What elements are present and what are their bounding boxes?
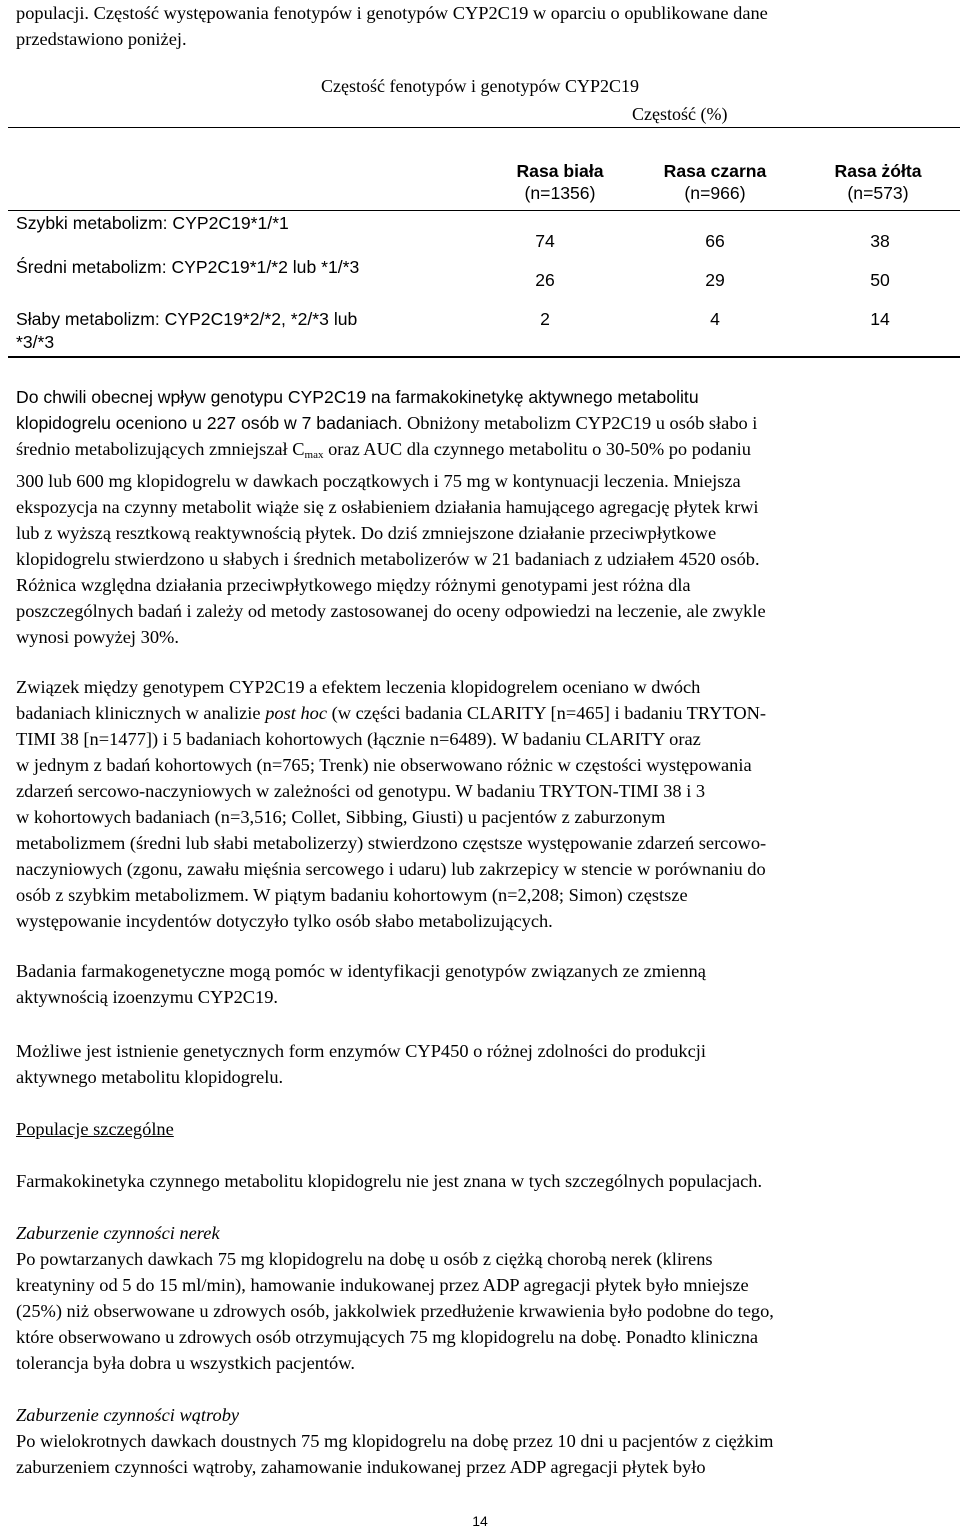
subsection-heading: Zaburzenie czynności nerek — [16, 1223, 220, 1243]
paragraph-line: Obniżony metabolizm CYP2C19 u osób słabo i — [402, 413, 758, 433]
section-heading-text: Populacje szczególne — [16, 1119, 174, 1139]
paragraph-line: ekspozycja na czynny metabolit wiąże się z osłabieniem działania hamującego agregację płytek krwi — [16, 497, 759, 517]
table-cell: 29 — [705, 270, 725, 290]
cyp450-paragraph — [16, 1038, 946, 1090]
table-row-label-line: Słaby metabolizm: CYP2C19*2/*2, *2/*3 lub — [16, 309, 358, 329]
column-header-name: Rasa biała — [516, 161, 604, 181]
table-row-label: Szybki metabolizm: CYP2C19*1/*1 — [16, 213, 289, 233]
subsection-heading: Zaburzenie czynności wątroby — [16, 1405, 240, 1425]
column-header-name: Rasa żółta — [834, 161, 922, 181]
paragraph-line: klopidogrelu stwierdzono u słabych i średnich metabolizerów w 21 badaniach z udziałem 4520 osób. — [16, 549, 760, 569]
table-row-label: Średni metabolizm: CYP2C19*1/*2 lub *1/*3 — [16, 257, 360, 277]
page-number: 14 — [472, 1513, 488, 1529]
paragraph-line: naczyniowych (zgonu, zawału mięśnia sercowego i udaru) lub zakrzepicy w stencie w porównaniu do — [16, 859, 766, 879]
table-cell: 38 — [870, 231, 890, 251]
column-header — [490, 160, 630, 204]
table-cell: 66 — [705, 231, 725, 251]
paragraph-line: (w części badania CLARITY [n=465] i badaniu TRYTON- — [327, 703, 767, 723]
paragraph-line: Po wielokrotnych dawkach doustnych 75 mg klopidogrelu na dobę przez 10 dni u pacjentów z ciężkim — [16, 1431, 774, 1451]
intro-line: populacji. Częstość występowania fenotypów i genotypów CYP2C19 w oparciu o opublikowane dane — [16, 3, 768, 23]
intro-line: przedstawiono poniżej. — [16, 29, 187, 49]
special-populations-paragraph — [16, 1168, 946, 1194]
column-header — [645, 160, 785, 204]
cmax-subscript: max — [304, 449, 324, 461]
paragraph-line: oraz AUC dla czynnego metabolitu o 30-50% po podaniu — [323, 439, 751, 459]
table-cell: 26 — [535, 270, 555, 290]
paragraph-line: Różnica względna działania przeciwpłytkowego między różnymi genotypami jest różna dla — [16, 575, 691, 595]
column-header-n: (n=966) — [684, 183, 746, 203]
paragraph-line: średnio metabolizujących zmniejszał C — [16, 439, 305, 459]
paragraph-line: aktywnego metabolitu klopidogrelu. — [16, 1067, 284, 1087]
paragraph-line: Możliwe jest istnienie genetycznych form enzymów CYP450 o różnej zdolności do produkcji — [16, 1041, 706, 1061]
table-row-label-line: *3/*3 — [16, 332, 55, 352]
table-row-label — [16, 308, 357, 354]
table-cell: 50 — [870, 270, 890, 290]
hepatic-impairment-section — [16, 1402, 946, 1480]
paragraph-line: osób z szybkim metabolizmem. W piątym badaniu kohortowym (n=2,208; Simon) częstsze — [16, 885, 688, 905]
pharmacogenetics-paragraph — [16, 958, 946, 1010]
paragraph-line: (25%) niż obserwowane u zdrowych osób, jakkolwiek przedłużenie krwawienia było podobne do tego, — [16, 1301, 774, 1321]
paragraph-line: 300 lub 600 mg klopidogrelu w dawkach początkowych i 75 mg w kontynuacji leczenia. Mniejsza — [16, 471, 741, 491]
table-cell: 74 — [535, 231, 555, 251]
paragraph-line: w jednym z badań kohortowych (n=765; Trenk) nie obserwowano różnic w częstości występowania — [16, 755, 752, 775]
paragraph-line: zdarzeń sercowo-naczyniowych w zależności od genotypu. W badaniu TRYTON-TIMI 38 i 3 — [16, 781, 706, 801]
paragraph-line: Po powtarzanych dawkach 75 mg klopidogrelu na dobę u osób z ciężką chorobą nerek (klirens — [16, 1249, 713, 1269]
paragraph-line: badaniach klinicznych w analizie — [16, 703, 266, 723]
table-title: Częstość fenotypów i genotypów CYP2C19 — [321, 76, 639, 96]
intro-paragraph — [16, 0, 946, 52]
column-header-name: Rasa czarna — [663, 161, 767, 181]
section-heading — [16, 1116, 946, 1142]
paragraph-line: metabolizmem (średni lub słabi metabolizerzy) stwierdzono częstsze występowanie zdarzeń sercowo- — [16, 833, 767, 853]
table-bottom-rule — [8, 356, 960, 358]
paragraph-line: kreatyniny od 5 do 15 ml/min), hamowanie indukowanej przez ADP agregacji płytek było mniejsze — [16, 1275, 749, 1295]
paragraph-line: lub z wyższą resztkową reaktywnością płytek. Do dziś zmniejszone działanie przeciwpłytkowe — [16, 523, 717, 543]
paragraph-line: aktywnością izoenzymu CYP2C19. — [16, 987, 279, 1007]
post-hoc-text: post hoc — [265, 703, 327, 723]
column-header — [808, 160, 948, 204]
table-cell: 14 — [870, 309, 890, 329]
table-cell: 4 — [710, 309, 720, 329]
table-cell: 2 — [540, 309, 550, 329]
column-header-n: (n=573) — [847, 183, 909, 203]
paragraph-line: które obserwowano u zdrowych osób otrzymujących 75 mg klopidogrelu na dobę. Ponadto kliniczna — [16, 1327, 759, 1347]
renal-impairment-section — [16, 1220, 946, 1376]
paragraph-line: Do chwili obecnej wpływ genotypu CYP2C19 na farmakokinetykę aktywnego metabolitu — [16, 387, 699, 407]
table-header-rule — [8, 210, 960, 211]
paragraph-line: występowanie incydentów dotyczyło tylko osób słabo metabolizujących. — [16, 911, 553, 931]
paragraph-line: w kohortowych badaniach (n=3,516; Collet, Sibbing, Giusti) u pacjentów z zaburzonym — [16, 807, 666, 827]
column-header-n: (n=1356) — [524, 183, 596, 203]
paragraph-line: Farmakokinetyka czynnego metabolitu klopidogrelu nie jest znana w tych szczególnych populacjach. — [16, 1171, 763, 1191]
table-subtitle: Częstość (%) — [632, 104, 728, 124]
paragraph-line: Związek między genotypem CYP2C19 a efektem leczenia klopidogrelem oceniano w dwóch — [16, 677, 701, 697]
paragraph-line: wynosi powyżej 30%. — [16, 627, 179, 647]
paragraph-line: Badania farmakogenetyczne mogą pomóc w identyfikacji genotypów związanych ze zmienną — [16, 961, 706, 981]
paragraph-line: zaburzeniem czynności wątroby, zahamowanie indukowanej przez ADP agregacji płytek było — [16, 1457, 706, 1477]
paragraph-line: poszczególnych badań i zależy od metody zastosowanej do oceny odpowiedzi na leczenie, ale zwykle — [16, 601, 766, 621]
clinical-studies-paragraph — [16, 674, 946, 934]
paragraph-line: klopidogrelu oceniono u 227 osób w 7 badaniach. — [16, 413, 403, 433]
table-top-rule — [8, 127, 960, 128]
pharmacokinetics-paragraph — [16, 384, 946, 650]
paragraph-line: TIMI 38 [n=1477]) i 5 badaniach kohortowych (łącznie n=6489). W badaniu CLARITY oraz — [16, 729, 701, 749]
paragraph-line: tolerancja była dobra u wszystkich pacjentów. — [16, 1353, 355, 1373]
